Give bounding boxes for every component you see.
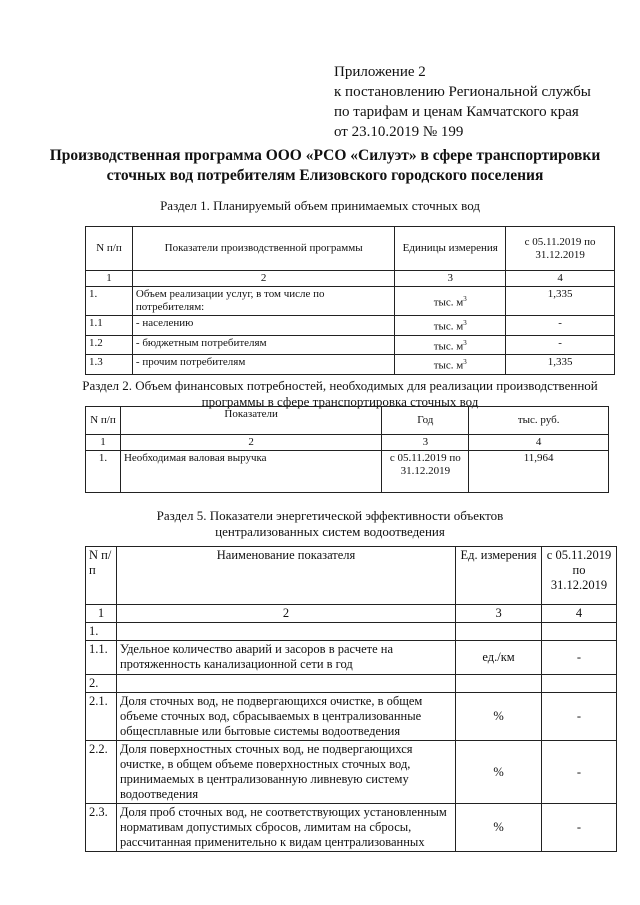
- colnum: 4: [542, 605, 617, 623]
- column-number-row: [86, 271, 615, 287]
- row-name: [116, 675, 455, 693]
- header-unit: Единицы измерения: [395, 227, 506, 271]
- row-name: Необходимая валовая выручка: [120, 451, 381, 493]
- appendix-line: Приложение 2: [334, 64, 426, 80]
- row-num: 1.3: [86, 355, 133, 375]
- table-row: [86, 355, 615, 375]
- heading-line: Раздел 5. Показатели энергетической эффективности объектов: [156, 508, 504, 523]
- colnum: 4: [506, 271, 615, 287]
- header-indicator: Показатели: [120, 407, 381, 435]
- column-number-row: [86, 435, 609, 451]
- table-row: [86, 675, 617, 693]
- row-unit: [456, 675, 542, 693]
- section1-table: [85, 226, 615, 375]
- header-unit: Ед. измерения: [456, 547, 542, 605]
- heading-line: централизованных систем водоотведения: [215, 524, 445, 539]
- row-value: -: [542, 641, 617, 675]
- row-value: -: [506, 316, 615, 336]
- row-name: Доля проб сточных вод, не соответствующих установленным нормативам допустимых сбросов, лимитам на сбросы, рассчитанная применительно к видам централизованных: [116, 804, 455, 852]
- row-name: [116, 623, 455, 641]
- row-name: Доля поверхностных сточных вод, не подвергающихся очистке, в общем объеме поверхностных сточных вод, принимаемых в централизованную ливневую систему водоотведения: [116, 741, 455, 804]
- table-row: [86, 804, 617, 852]
- section5-table: [85, 546, 617, 852]
- table-row: [86, 287, 615, 316]
- row-unit: %: [456, 804, 542, 852]
- table-row: [86, 451, 609, 493]
- table-row: [86, 641, 617, 675]
- row-name: - населению: [132, 316, 394, 336]
- appendix-line: от 23.10.2019 № 199: [334, 124, 464, 140]
- row-num: 1.: [86, 623, 117, 641]
- row-value: -: [542, 741, 617, 804]
- header-num: N п/п: [86, 407, 121, 435]
- row-num: 1.1: [86, 316, 133, 336]
- row-value: 1,335: [506, 287, 615, 316]
- table-row: [86, 623, 617, 641]
- heading-line: Раздел 2. Объем финансовых потребностей, необходимых для реализации производственной: [82, 378, 598, 393]
- header-num: N п/п: [86, 227, 133, 271]
- colnum: 4: [469, 435, 609, 451]
- table-header-row: [86, 227, 615, 271]
- colnum: 3: [456, 605, 542, 623]
- row-value: 1,335: [506, 355, 615, 375]
- row-unit: тыс. $м^3$: [395, 287, 506, 316]
- appendix-block: [334, 62, 591, 142]
- row-name: - бюджетным потребителям: [132, 335, 394, 355]
- row-unit: ед./км: [456, 641, 542, 675]
- row-name: - прочим потребителям: [132, 355, 394, 375]
- table-row: [86, 335, 615, 355]
- row-num: 1.1.: [86, 641, 117, 675]
- colnum: 2: [116, 605, 455, 623]
- row-num: 2.1.: [86, 693, 117, 741]
- colnum: 2: [132, 271, 394, 287]
- table-row: [86, 693, 617, 741]
- title-line: сточных вод потребителям Елизовского городского поселения: [106, 167, 544, 184]
- row-num: 2.3.: [86, 804, 117, 852]
- colnum: 3: [395, 271, 506, 287]
- header-indicator: Наименование показателя: [116, 547, 455, 605]
- row-unit: %: [456, 693, 542, 741]
- title-line: Производственная программа ООО «РСО «Силуэт» в сфере транспортировки: [49, 147, 601, 164]
- section1-heading: Раздел 1. Планируемый объем принимаемых сточных вод: [160, 198, 480, 213]
- colnum: 1: [86, 605, 117, 623]
- row-num: 1.2: [86, 335, 133, 355]
- row-num: 1.: [86, 451, 121, 493]
- row-num: 2.2.: [86, 741, 117, 804]
- section2-table: [85, 406, 609, 493]
- table-header-row: [86, 547, 617, 605]
- row-year: с 05.11.2019 по 31.12.2019: [382, 451, 469, 493]
- row-name: Доля сточных вод, не подвергающихся очистке, в общем объеме сточных вод, сбрасываемых в централизованные общесплавные или бытовые системы водоотведения: [116, 693, 455, 741]
- colnum: 2: [120, 435, 381, 451]
- header-period: с 05.11.2019 по 31.12.2019: [542, 547, 617, 605]
- appendix-line: по тарифам и ценам Камчатского края: [334, 104, 579, 120]
- heading-line: программы в сфере транспортировка сточных вод: [201, 394, 479, 409]
- colnum: 1: [86, 435, 121, 451]
- header-indicator: Показатели производственной программы: [132, 227, 394, 271]
- row-value: -: [542, 804, 617, 852]
- row-unit: тыс. $м^3$: [395, 316, 506, 336]
- row-num: 2.: [86, 675, 117, 693]
- section5-heading: [60, 508, 600, 540]
- appendix-line: к постановлению Региональной службы: [334, 84, 591, 100]
- colnum: 3: [382, 435, 469, 451]
- row-unit: тыс. $м^3$: [395, 335, 506, 355]
- row-num: 1.: [86, 287, 133, 316]
- row-unit: [456, 623, 542, 641]
- row-value: -: [506, 335, 615, 355]
- header-value: тыс. руб.: [469, 407, 609, 435]
- document-title: [40, 146, 610, 186]
- row-name: Объем реализации услуг, в том числе по потребителям:: [132, 287, 394, 316]
- table-header-row: [86, 407, 609, 435]
- colnum: 1: [86, 271, 133, 287]
- row-unit: %: [456, 741, 542, 804]
- row-value: [542, 623, 617, 641]
- row-value: [542, 675, 617, 693]
- header-period: с 05.11.2019 по 31.12.2019: [506, 227, 615, 271]
- header-year: Год: [382, 407, 469, 435]
- row-unit: тыс. $м^3$: [395, 355, 506, 375]
- header-num: N п/п: [86, 547, 117, 605]
- row-value: 11,964: [469, 451, 609, 493]
- row-name: Удельное количество аварий и засоров в расчете на протяженность канализационной сети в год: [116, 641, 455, 675]
- column-number-row: [86, 605, 617, 623]
- table-row: [86, 741, 617, 804]
- table-row: [86, 316, 615, 336]
- row-value: -: [542, 693, 617, 741]
